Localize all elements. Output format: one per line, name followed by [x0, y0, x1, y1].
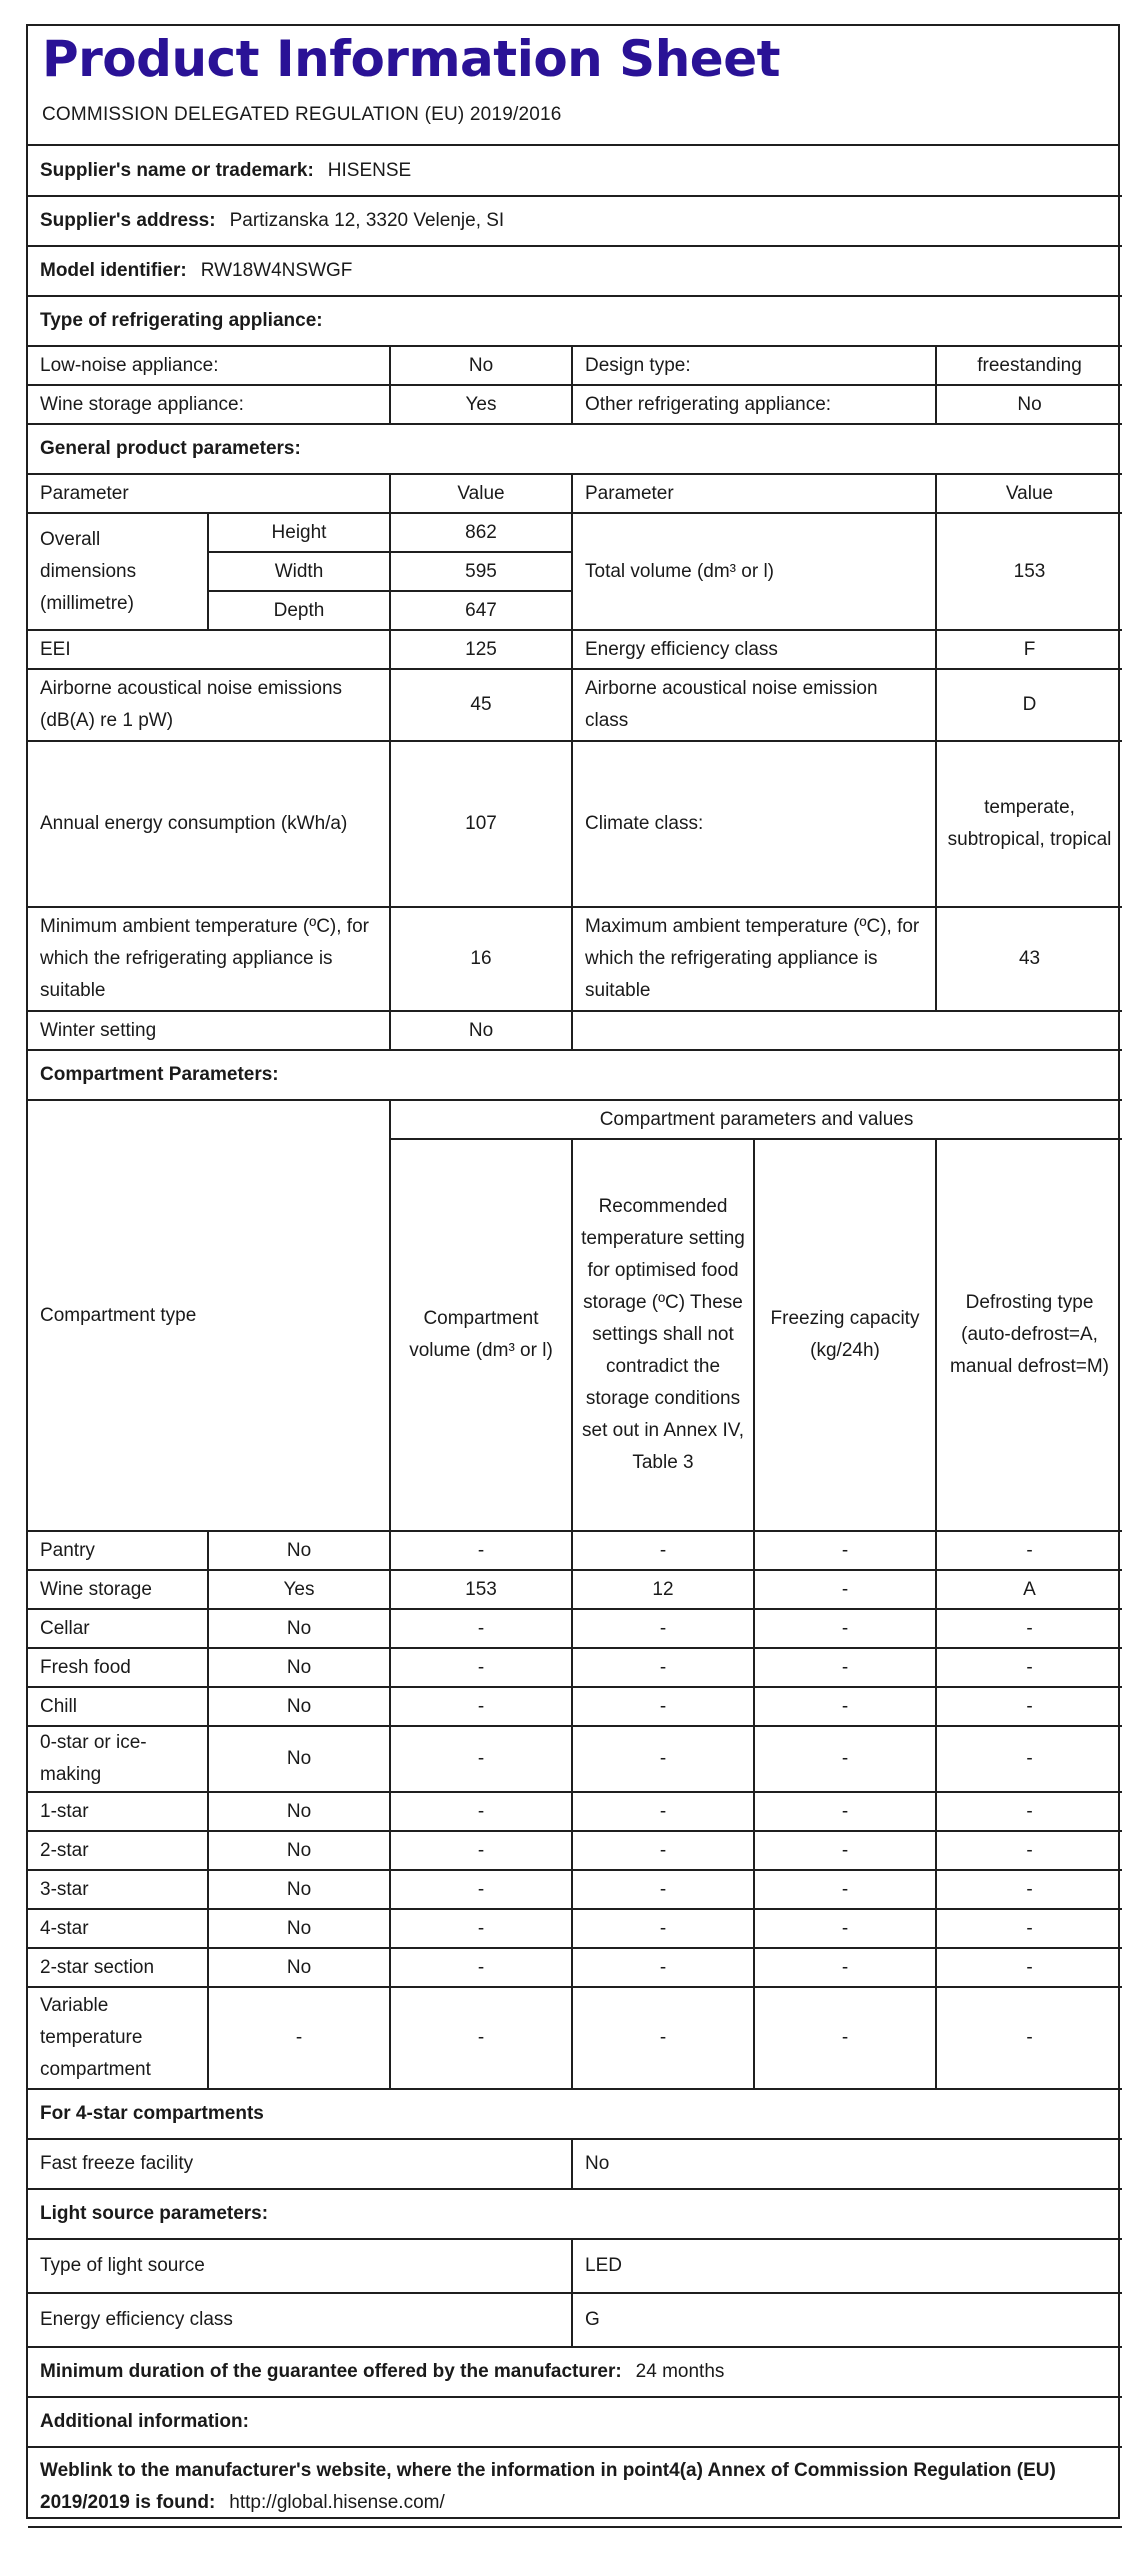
depth-label: Depth — [208, 591, 390, 630]
compartment-present: No — [208, 1831, 390, 1870]
compartment-group-header: Compartment parameters and values — [390, 1100, 1122, 1139]
compartment-freezing: - — [754, 1609, 936, 1648]
compartment-present: No — [208, 1687, 390, 1726]
supplier-address-value: Partizanska 12, 3320 Velenje, SI — [229, 210, 505, 231]
compartment-name: 2-star section — [28, 1948, 208, 1987]
fast-freeze-label: Fast freeze facility — [28, 2139, 572, 2189]
compartment-row — [28, 1648, 1122, 1687]
compartment-freezing: - — [754, 1870, 936, 1909]
general-col-value: Value — [390, 474, 572, 513]
light-type-label: Type of light source — [28, 2239, 572, 2293]
min-temp-label: Minimum ambient temperature (ºC), for which the refrigerating appliance is suitable — [28, 907, 390, 1011]
light-heading: Light source parameters: — [28, 2189, 1122, 2239]
regulation-subtitle: COMMISSION DELEGATED REGULATION (EU) 2019/2016 — [42, 104, 562, 125]
guarantee-row — [28, 2347, 1122, 2397]
noise-class-label: Airborne acoustical noise emission class — [572, 669, 936, 741]
max-temp-label: Maximum ambient temperature (ºC), for which the refrigerating appliance is suitable — [572, 907, 936, 1011]
compartment-row — [28, 1609, 1122, 1648]
compartment-defrost: - — [936, 1987, 1122, 2089]
compartment-row — [28, 1687, 1122, 1726]
appliance-type-heading: Type of refrigerating appliance: — [28, 296, 1122, 346]
compartment-freezing: - — [754, 1987, 936, 2089]
compartment-defrost: - — [936, 1687, 1122, 1726]
compartment-present: No — [208, 1948, 390, 1987]
compartment-defrost: - — [936, 1909, 1122, 1948]
compartment-row — [28, 1570, 1122, 1609]
weblink-label: Weblink to the manufacturer's website, where the information in point4(a) Annex of Commission Regulation (EU) 2019/2019 is found: — [40, 2460, 1056, 2513]
compartment-name: Wine storage — [28, 1570, 208, 1609]
eei-label: EEI — [28, 630, 390, 669]
other-appliance-label: Other refrigerating appliance: — [572, 385, 936, 424]
compartment-freezing: - — [754, 1531, 936, 1570]
general-col-parameter-2: Parameter — [572, 474, 936, 513]
guarantee-label: Minimum duration of the guarantee offered by the manufacturer: — [40, 2361, 622, 2382]
compartment-volume: - — [390, 1870, 572, 1909]
min-temp-value: 16 — [390, 907, 572, 1011]
compartment-volume: - — [390, 1726, 572, 1792]
compartment-name: Cellar — [28, 1609, 208, 1648]
weblink-value[interactable]: http://global.hisense.com/ — [229, 2492, 445, 2513]
eei-value: 125 — [390, 630, 572, 669]
max-temp-value: 43 — [936, 907, 1122, 1011]
compartment-row — [28, 1948, 1122, 1987]
compartment-freezing: - — [754, 1909, 936, 1948]
guarantee-value: 24 months — [635, 2361, 725, 2382]
compartment-defrost: - — [936, 1831, 1122, 1870]
width-label: Width — [208, 552, 390, 591]
compartment-row — [28, 1792, 1122, 1831]
supplier-name-row — [28, 146, 1122, 196]
winter-label: Winter setting — [28, 1011, 390, 1050]
compartment-present: No — [208, 1609, 390, 1648]
width-value: 595 — [390, 552, 572, 591]
height-label: Height — [208, 513, 390, 552]
wine-storage-appliance-label: Wine storage appliance: — [28, 385, 390, 424]
supplier-name-value: HISENSE — [327, 159, 412, 181]
design-type-value: freestanding — [936, 346, 1122, 385]
compartment-name: 2-star — [28, 1831, 208, 1870]
compartment-temp: - — [572, 1726, 754, 1792]
general-heading: General product parameters: — [28, 424, 1122, 474]
compartment-defrost: - — [936, 1648, 1122, 1687]
noise-class-value: D — [936, 669, 1122, 741]
compartment-freezing: - — [754, 1726, 936, 1792]
weblink-row — [28, 2447, 1122, 2527]
compartment-temp: - — [572, 1909, 754, 1948]
compartment-defrost: - — [936, 1870, 1122, 1909]
compartment-freezing: - — [754, 1948, 936, 1987]
compartment-volume: - — [390, 1987, 572, 2089]
depth-value: 647 — [390, 591, 572, 630]
light-class-value: G — [572, 2293, 1122, 2347]
compartment-row — [28, 1909, 1122, 1948]
info-table — [28, 146, 1122, 2528]
compartment-volume: - — [390, 1831, 572, 1870]
col-defrosting-type: Defrosting type (auto-defrost=A, manual defrost=M) — [936, 1139, 1122, 1531]
model-row — [28, 246, 1122, 296]
compartment-defrost: - — [936, 1948, 1122, 1987]
climate-value: temperate, subtropical, tropical — [936, 741, 1122, 907]
compartment-row — [28, 1987, 1122, 2089]
supplier-address-label: Supplier's address: — [40, 210, 216, 231]
col-compartment-volume: Compartment volume (dm³ or l) — [390, 1139, 572, 1531]
light-type-value: LED — [572, 2239, 1122, 2293]
noise-label: Airborne acoustical noise emissions (dB(A) re 1 pW) — [28, 669, 390, 741]
design-type-label: Design type: — [572, 346, 936, 385]
compartment-defrost: - — [936, 1792, 1122, 1831]
compartment-name: 0-star or ice-making — [28, 1726, 208, 1792]
header — [28, 26, 1118, 146]
compartment-defrost: - — [936, 1531, 1122, 1570]
compartment-present: Yes — [208, 1570, 390, 1609]
compartment-defrost: - — [936, 1726, 1122, 1792]
general-col-value-2: Value — [936, 474, 1122, 513]
supplier-name-label: Supplier's name or trademark: — [40, 159, 314, 181]
winter-empty — [572, 1011, 1122, 1050]
col-compartment-type: Compartment type — [28, 1100, 390, 1531]
low-noise-value: No — [390, 346, 572, 385]
supplier-address-row — [28, 196, 1122, 246]
compartment-freezing: - — [754, 1831, 936, 1870]
page-title: Product Information Sheet — [42, 30, 781, 88]
general-col-parameter: Parameter — [28, 474, 390, 513]
compartment-name: 1-star — [28, 1792, 208, 1831]
compartment-temp: 12 — [572, 1570, 754, 1609]
compartment-volume: - — [390, 1792, 572, 1831]
col-recommended-temp: Recommended temperature setting for optimised food storage (ºC) These settings shall not contradict the storage conditions set out in Annex IV, Table 3 — [572, 1139, 754, 1531]
compartment-volume: - — [390, 1609, 572, 1648]
compartment-temp: - — [572, 1987, 754, 2089]
compartment-volume: - — [390, 1531, 572, 1570]
compartment-defrost: A — [936, 1570, 1122, 1609]
compartment-volume: - — [390, 1687, 572, 1726]
compartment-present: - — [208, 1987, 390, 2089]
compartment-name: Variable temperature compartment — [28, 1987, 208, 2089]
compartment-present: No — [208, 1909, 390, 1948]
energy-class-label: Energy efficiency class — [572, 630, 936, 669]
compartment-present: No — [208, 1726, 390, 1792]
compartment-freezing: - — [754, 1687, 936, 1726]
compartment-name: 4-star — [28, 1909, 208, 1948]
light-class-label: Energy efficiency class — [28, 2293, 572, 2347]
compartment-volume: - — [390, 1948, 572, 1987]
compartment-present: No — [208, 1792, 390, 1831]
compartment-present: No — [208, 1870, 390, 1909]
other-appliance-value: No — [936, 385, 1122, 424]
compartment-temp: - — [572, 1609, 754, 1648]
compartment-row — [28, 1831, 1122, 1870]
compartment-temp: - — [572, 1948, 754, 1987]
compartment-volume: 153 — [390, 1570, 572, 1609]
compartment-freezing: - — [754, 1792, 936, 1831]
height-value: 862 — [390, 513, 572, 552]
noise-value: 45 — [390, 669, 572, 741]
compartment-temp: - — [572, 1531, 754, 1570]
compartment-present: No — [208, 1531, 390, 1570]
compartment-freezing: - — [754, 1648, 936, 1687]
compartment-present: No — [208, 1648, 390, 1687]
compartment-defrost: - — [936, 1609, 1122, 1648]
low-noise-label: Low-noise appliance: — [28, 346, 390, 385]
total-volume-value: 153 — [936, 513, 1122, 630]
compartment-temp: - — [572, 1648, 754, 1687]
compartment-name: Fresh food — [28, 1648, 208, 1687]
climate-label: Climate class: — [572, 741, 936, 907]
total-volume-label: Total volume (dm³ or l) — [572, 513, 936, 630]
col-freezing-capacity: Freezing capacity (kg/24h) — [754, 1139, 936, 1531]
compartment-rows — [28, 1531, 1122, 2089]
compartments-heading: Compartment Parameters: — [28, 1050, 1122, 1100]
annual-energy-label: Annual energy consumption (kWh/a) — [28, 741, 390, 907]
compartment-name: 3-star — [28, 1870, 208, 1909]
additional-heading: Additional information: — [28, 2397, 1122, 2447]
model-value: RW18W4NSWGF — [200, 260, 353, 281]
compartment-volume: - — [390, 1909, 572, 1948]
annual-energy-value: 107 — [390, 741, 572, 907]
energy-class-value: F — [936, 630, 1122, 669]
four-star-heading: For 4-star compartments — [28, 2089, 1122, 2139]
compartment-temp: - — [572, 1792, 754, 1831]
wine-storage-appliance-value: Yes — [390, 385, 572, 424]
compartment-name: Pantry — [28, 1531, 208, 1570]
fast-freeze-value: No — [572, 2139, 1122, 2189]
winter-value: No — [390, 1011, 572, 1050]
compartment-temp: - — [572, 1687, 754, 1726]
compartment-row — [28, 1531, 1122, 1570]
product-information-sheet — [26, 24, 1120, 2519]
compartment-row — [28, 1870, 1122, 1909]
compartment-freezing: - — [754, 1570, 936, 1609]
compartment-temp: - — [572, 1831, 754, 1870]
compartment-volume: - — [390, 1648, 572, 1687]
compartment-row — [28, 1726, 1122, 1792]
compartment-temp: - — [572, 1870, 754, 1909]
dimensions-label: Overall dimensions (millimetre) — [28, 513, 208, 630]
model-label: Model identifier: — [40, 260, 187, 281]
compartment-name: Chill — [28, 1687, 208, 1726]
